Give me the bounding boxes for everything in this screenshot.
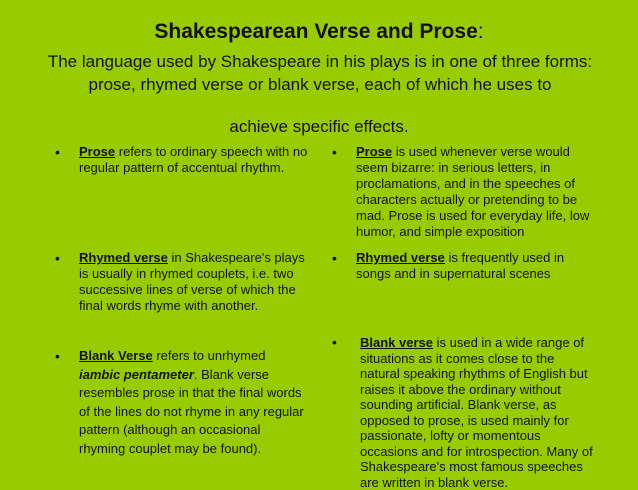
term-rhymed-verse: Rhymed verse [356,250,445,265]
term-blank-verse: Blank Verse [79,348,153,363]
left-bullet-blank-verse [55,347,310,458]
bullet-text [55,347,310,458]
bullet-desc: refers to ordinary speech with no regular pattern of accentual rhythm. [79,144,308,175]
title-colon: : [477,20,484,43]
bullet-desc: is used in a wide range of situations as it comes close to the natural speaking rhythms of English but raises it above the ordinary without sounding artificial. Blank verse, as opposed to prose, is used mainly for passionate, lofty or momentous occasions and for introspection. Many of Shakespeare's most famous speeches are written in blank verse. [360,335,593,490]
term-rhymed-verse: Rhymed verse [79,250,168,265]
bullet-desc: in Shakespeare's plays is usually in rhymed couplets, i.e. two successive lines of verse of which the final words rhyme with another. [79,250,305,313]
bullet-dot: • [332,144,337,160]
bullet-text [55,250,310,314]
left-bullet-prose [55,144,310,176]
left-bullet-rhymed-verse [55,250,310,314]
slide-title [0,20,638,44]
bullet-desc: refers to unrhymed [152,348,266,363]
bullet-dot: • [332,250,337,266]
term-prose: Prose [79,144,116,159]
intro-text: The language used by Shakespeare in his plays is in one of three forms: prose, rhymed verse or blank verse, each of which he uses to [47,52,593,94]
bullet-dot: • [55,250,60,266]
bullet-text [332,144,592,240]
term-prose: Prose [356,144,393,159]
bullet-desc: . Blank verse resembles prose in that the final words of the lines do not rhyme in any regular pattern (although an occasional rhyming couplet may be found). [79,366,304,456]
term-blank-verse: Blank verse [360,335,433,350]
right-bullet-prose [332,144,592,240]
right-bullet-rhymed-verse [332,250,592,282]
bullet-text [332,335,594,490]
bullet-dot: • [55,348,60,364]
bullet-dot: • [332,334,337,350]
title-main: Shakespearean Verse and Prose [154,20,478,43]
bullet-desc: is frequently used in songs and in supernatural scenes [356,250,565,281]
right-bullet-blank-verse [332,335,594,490]
bullet-desc: is used whenever verse would seem bizarre: in serious letters, in proclamations, and in the speeches of characters actually or pretending to be mad. Prose is used for everyday life, low humor, and simple exposition [356,144,590,239]
bullet-text [332,250,592,282]
intro-tail-text: achieve specific effects. [229,117,409,136]
bullet-text [55,144,310,176]
term-iambic-pentameter: iambic pentameter [79,366,194,382]
bullet-dot: • [55,144,60,160]
